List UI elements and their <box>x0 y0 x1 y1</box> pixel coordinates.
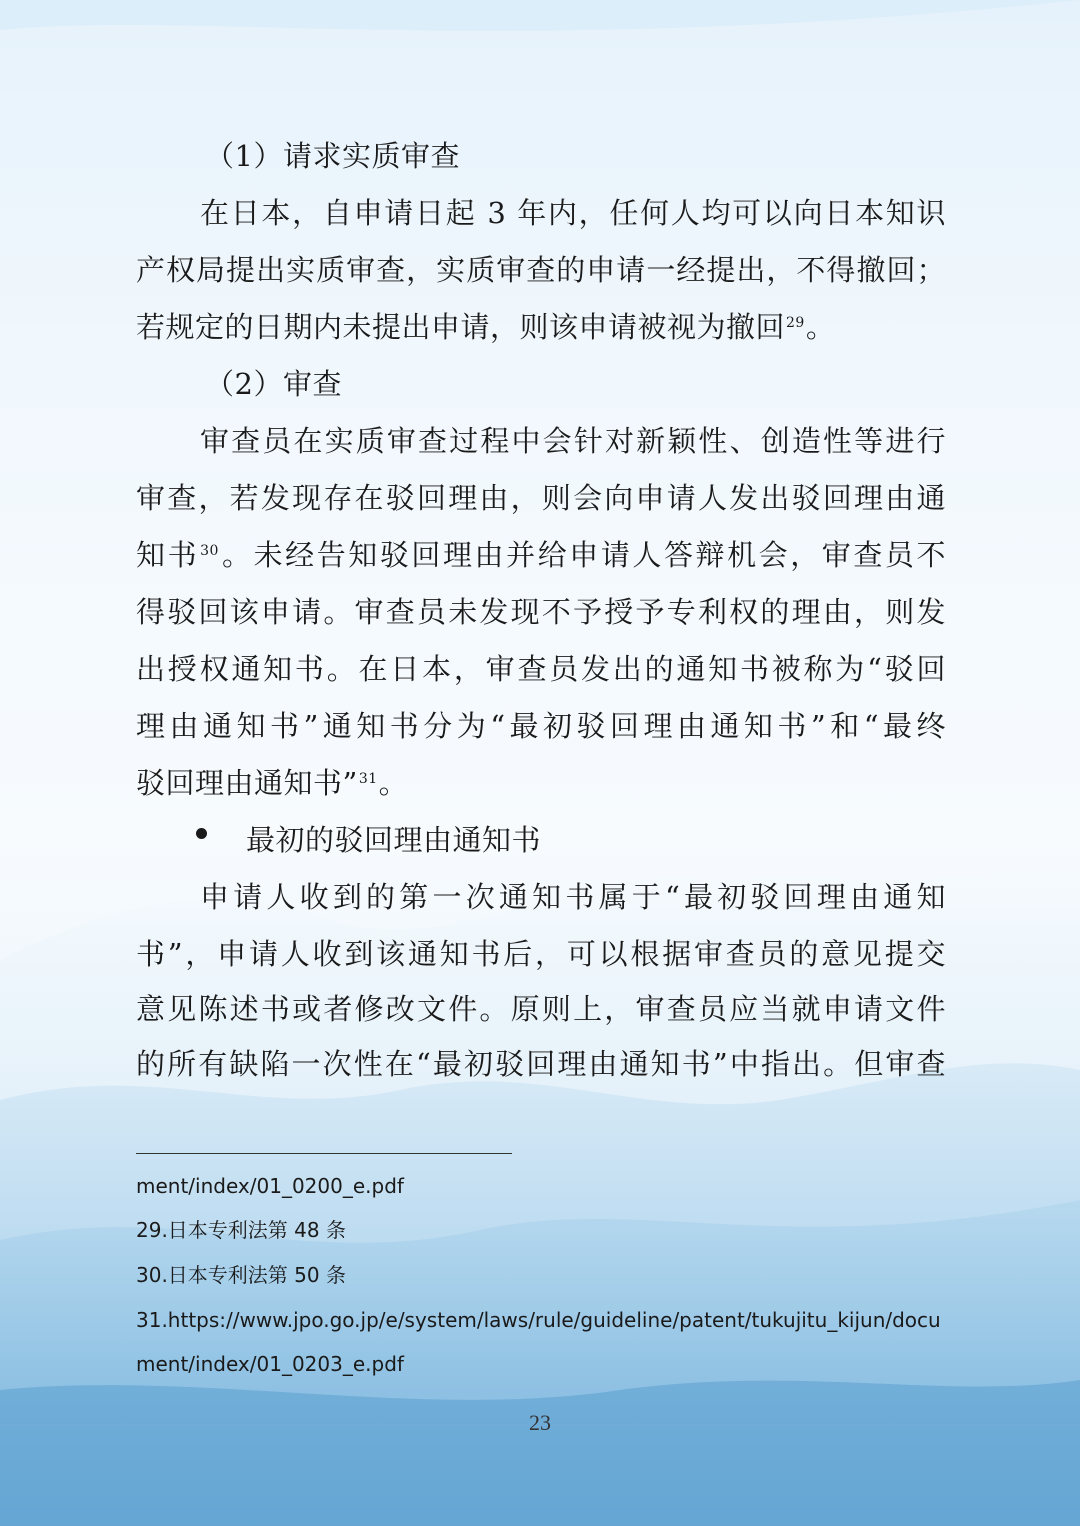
paragraph-text: 。 <box>805 310 836 344</box>
section-heading-request-substantive-exam: （1）请求实质审查 <box>205 139 460 173</box>
footnote-30: 30.日本专利法第 50 条 <box>136 1263 346 1287</box>
paragraph-line: 书”，申请人收到该通知书后，可以根据审查员的意见提交 <box>136 937 946 971</box>
section-heading-examination: （2）审查 <box>205 367 342 401</box>
footnote-divider <box>136 1153 512 1154</box>
footnote-29: 29.日本专利法第 48 条 <box>136 1218 346 1242</box>
paragraph-line <box>136 307 946 347</box>
paragraph-line: 审查，若发现存在驳回理由，则会向申请人发出驳回理由通 <box>136 481 946 515</box>
paragraph-line: 在日本，自申请日起 3 年内，任何人均可以向日本知识 <box>200 196 946 230</box>
paragraph-text: 知书 <box>136 538 200 572</box>
footnote-ref: 30 <box>200 543 219 559</box>
footnote-line: ment/index/01_0200_e.pdf <box>136 1174 404 1198</box>
bullet-icon <box>196 828 207 839</box>
paragraph-text: 。未经告知驳回理由并给申请人答辩机会，审查员不 <box>219 538 946 572</box>
paragraph-line: 审查员在实质审查过程中会针对新颖性、创造性等进行 <box>200 424 946 458</box>
paragraph-text: 。 <box>378 766 409 800</box>
paragraph-line: 申请人收到的第一次通知书属于“最初驳回理由通知 <box>200 880 946 914</box>
paragraph-line: 理由通知书”通知书分为“最初驳回理由通知书”和“最终 <box>136 709 946 743</box>
footnote-31: 31.https://www.jpo.go.jp/e/system/laws/rule/guideline/patent/tukujitu_kijun/docu <box>136 1308 941 1332</box>
page-number: 23 <box>529 1410 551 1435</box>
paragraph-line <box>136 763 946 803</box>
paragraph-line <box>136 535 946 575</box>
paragraph-line: 产权局提出实质审查，实质审查的申请一经提出，不得撤回； <box>136 253 946 287</box>
footnote-line: ment/index/01_0203_e.pdf <box>136 1352 404 1376</box>
paragraph-text: 驳回理由通知书” <box>136 766 358 800</box>
paragraph-line: 意见陈述书或者修改文件。原则上，审查员应当就申请文件 <box>136 992 946 1026</box>
bullet-item: 最初的驳回理由通知书 <box>246 823 542 857</box>
footnote-ref: 31 <box>358 771 378 787</box>
paragraph-line: 的所有缺陷一次性在“最初驳回理由通知书”中指出。但审查 <box>136 1047 946 1081</box>
paragraph-line: 出授权通知书。在日本，审查员发出的通知书被称为“驳回 <box>136 652 946 686</box>
paragraph-text: 若规定的日期内未提出申请，则该申请被视为撤回 <box>136 310 786 344</box>
footnote-ref: 29 <box>786 315 805 331</box>
paragraph-line: 得驳回该申请。审查员未发现不予授予专利权的理由，则发 <box>136 595 946 629</box>
